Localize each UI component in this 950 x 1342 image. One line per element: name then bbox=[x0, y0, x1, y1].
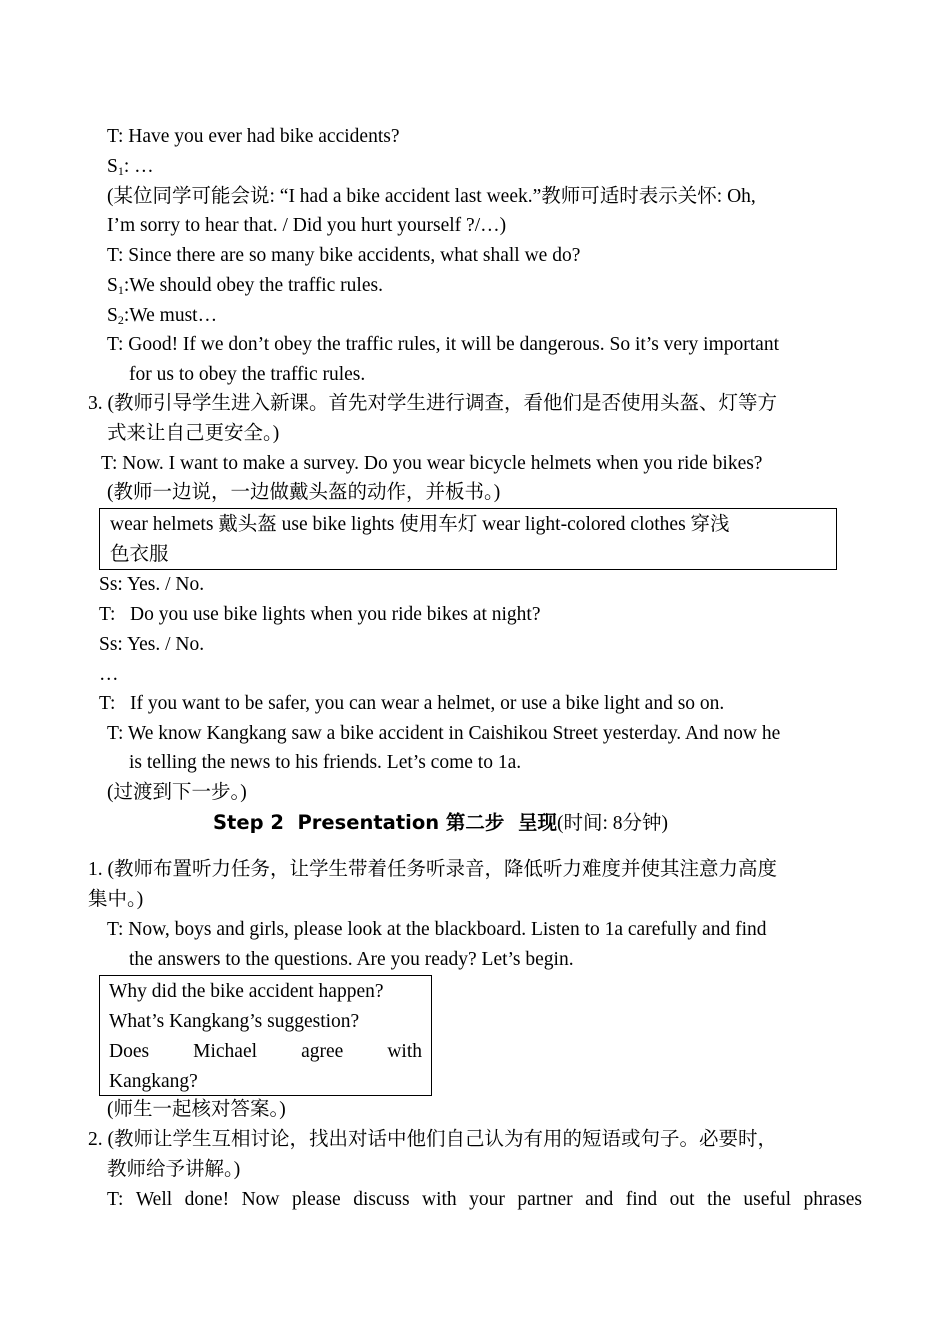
ellipsis: … bbox=[99, 664, 119, 685]
students-answer: Ss: Yes. / No. bbox=[99, 574, 205, 595]
student-line: $S_1:We$ should obey the traffic rules. bbox=[107, 275, 383, 297]
step-title: Step 2 Presentation 第二步 呈现 bbox=[213, 811, 557, 834]
vocab-line-cont: 色衣服 bbox=[110, 544, 169, 565]
teacher-line: T: Have you ever had bike accidents? bbox=[107, 126, 400, 147]
instruction-item-1: 1. (教师布置听力任务，让学生带着任务听录音，降低听力难度并使其注意力高度 bbox=[88, 859, 777, 880]
student-line: $S_2:We$ must… bbox=[107, 305, 218, 327]
step-time: (时间: 8分钟) bbox=[556, 813, 668, 834]
question-2: What’s Kangkang’s suggestion? bbox=[109, 1011, 360, 1032]
teacher-line-cont: the answers to the questions. Are you ready? Let’s begin. bbox=[129, 949, 574, 970]
question-3: Does Michael agree with bbox=[109, 1041, 422, 1062]
blackboard-questions-box bbox=[99, 975, 432, 1096]
step-heading bbox=[213, 808, 668, 839]
vocab-line: wear helmets 戴头盔 use bike lights 使用车灯 wear light-colored clothes 穿浅 bbox=[110, 514, 730, 535]
instruction-item-2-cont: 教师给予讲解。) bbox=[107, 1159, 241, 1180]
teacher-note: (教师一边说，一边做戴头盔的动作，并板书。) bbox=[107, 482, 501, 503]
teacher-line-cont: for us to obey the traffic rules. bbox=[129, 364, 366, 385]
student-line: $S_1$: … bbox=[107, 156, 154, 178]
teacher-line: T: Good! If we don’t obey the traffic rules, it will be dangerous. So it’s very important bbox=[107, 334, 779, 355]
blackboard-vocab-box bbox=[99, 508, 837, 570]
teacher-line: T: Do you use bike lights when you ride bikes at night? bbox=[99, 604, 541, 625]
teacher-line-cont: is telling the news to his friends. Let’s come to 1a. bbox=[129, 752, 522, 773]
teacher-line: T: Well done! Now please discuss with your partner and find out the useful phrases bbox=[107, 1189, 862, 1210]
teacher-line: T: If you want to be safer, you can wear a helmet, or use a bike light and so on. bbox=[99, 693, 725, 714]
instruction-item-2: 2. (教师让学生互相讨论，找出对话中他们自己认为有用的短语或句子。必要时， bbox=[88, 1129, 777, 1150]
teacher-note: (某位同学可能会说: “I had a bike accident last week.”教师可适时表示关怀: Oh, bbox=[107, 186, 756, 207]
transition-note: (过渡到下一步。) bbox=[107, 782, 247, 803]
instruction-item-1-cont: 集中。) bbox=[88, 889, 144, 910]
teacher-line: T: We know Kangkang saw a bike accident in Caishikou Street yesterday. And now he bbox=[107, 723, 781, 744]
teacher-line: T: Now. I want to make a survey. Do you wear bicycle helmets when you ride bikes? bbox=[101, 453, 763, 474]
instruction-item-3: 3. (教师引导学生进入新课。首先对学生进行调查，看他们是否使用头盔、灯等方 bbox=[88, 393, 777, 414]
question-3-cont: Kangkang? bbox=[109, 1071, 198, 1092]
teacher-line: T: Since there are so many bike accidents, what shall we do? bbox=[107, 245, 581, 266]
check-note: (师生一起核对答案。) bbox=[107, 1099, 286, 1120]
teacher-note-cont: I’m sorry to hear that. / Did you hurt yourself ?/…) bbox=[107, 215, 507, 236]
teacher-line: T: Now, boys and girls, please look at the blackboard. Listen to 1a carefully and find bbox=[107, 919, 767, 940]
instruction-item-3-cont: 式来让自己更安全。) bbox=[107, 423, 280, 444]
students-answer: Ss: Yes. / No. bbox=[99, 634, 205, 655]
question-1: Why did the bike accident happen? bbox=[109, 981, 384, 1002]
